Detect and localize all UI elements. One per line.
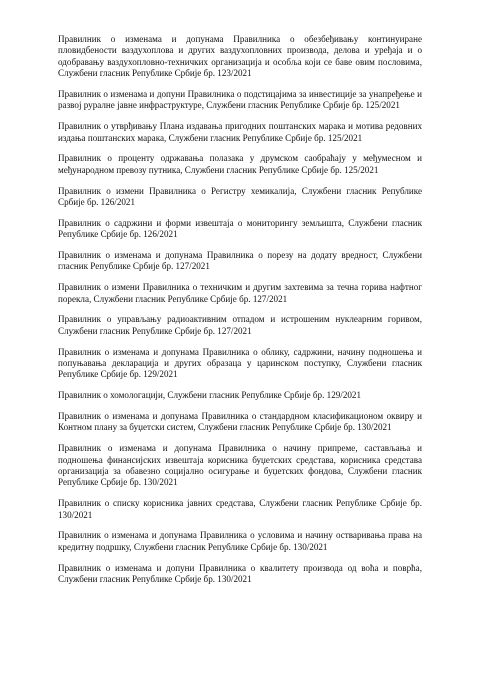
regulation-entry: Правилник о изменама и допуни Правилника о подстицајима за инвестиције за унапређење и развој руралне јавне инфраструктуре, Службени гласник Републике Србије бр. 125/2021 bbox=[58, 89, 422, 111]
regulation-entry: Правилник о изменама и допунама Правилника о обезбеђивању континуиране пловидбености ваздухоплова и других ваздухопловних производа, делова и уређаја и о одобравању ваздухопловно-техничких организација и особља који се баве овим пословима, Службени гласник Републике Србије бр. 123/2021 bbox=[58, 34, 422, 79]
regulation-entry: Правилник о управљању радиоактивним отпадом и истрошеним нуклеарним горивом, Службени гласник Републике Србије бр. 127/2021 bbox=[58, 314, 422, 336]
regulation-entry: Правилник о измени Правилника о техничким и другим захтевима за течна горива нафтног порекла, Службени гласник Републике Србије бр. 127/2021 bbox=[58, 282, 422, 304]
regulation-entry: Правилник о изменама и допунама Правилника о облику, садржини, начину подношења и попуњавања декларација и других образаца у царинском поступку, Службени гласник Републике Србије бр. 129/2021 bbox=[58, 346, 422, 380]
regulation-entry: Правилник о проценту одржавања полазака у друмском саобраћају у међумесном и међународном превозу путника, Службени гласник Републике Србије бр. 125/2021 bbox=[58, 153, 422, 175]
regulation-entry: Правилник о изменама и допунама Правилника о начину припреме, састављања и подношења финансијских извештаја корисника буџетских средстава, корисника средстава организација за обавезно социјално осигурање и буџетских фондова, Службени гласник Републике Србије бр. 130/2021 bbox=[58, 443, 422, 488]
regulation-entry: Правилник о изменама и допуни Правилника о квалитету производа од воћа и поврћа, Службени гласник Републике Србије бр. 130/2021 bbox=[58, 562, 422, 585]
regulation-entry: Правилник о изменама и допунама Правилника о порезу на додату вредност, Службени гласник Републике Србије бр. 127/2021 bbox=[58, 250, 422, 272]
regulation-entry: Правилник о изменама и допунама Правилника о условима и начину остваривања права на кредитну подршку, Службени гласник Републике Србије бр. 130/2021 bbox=[58, 530, 422, 552]
regulation-entry: Правилник о садржини и форми извештаја о мониторингу земљишта, Службени гласник Републике Србије бр. 126/2021 bbox=[58, 217, 422, 240]
regulation-entry: Правилник о списку корисника јавних средстава, Службени гласник Републике Србије бр. 130/2021 bbox=[58, 498, 422, 520]
document-page bbox=[58, 34, 422, 595]
regulation-entry: Правилник о измени Правилника о Регистру хемикалија, Службени гласник Републике Србије бр. 126/2021 bbox=[58, 185, 422, 208]
regulation-entry: Правилник о изменама и допунама Правилника о стандардном класификационом оквиру и Контном плану за буџетски систем, Службени гласник Републике Србије бр. 130/2021 bbox=[58, 411, 422, 433]
regulation-entry: Правилник о утврђивању Плана издавања пригодних поштанских марака и мотива редовних издања поштанских марака, Службени гласник Републике Србије бр. 125/2021 bbox=[58, 121, 422, 143]
regulation-entry: Правилник о хомологацији, Службени гласник Републике Србије бр. 129/2021 bbox=[58, 390, 362, 401]
